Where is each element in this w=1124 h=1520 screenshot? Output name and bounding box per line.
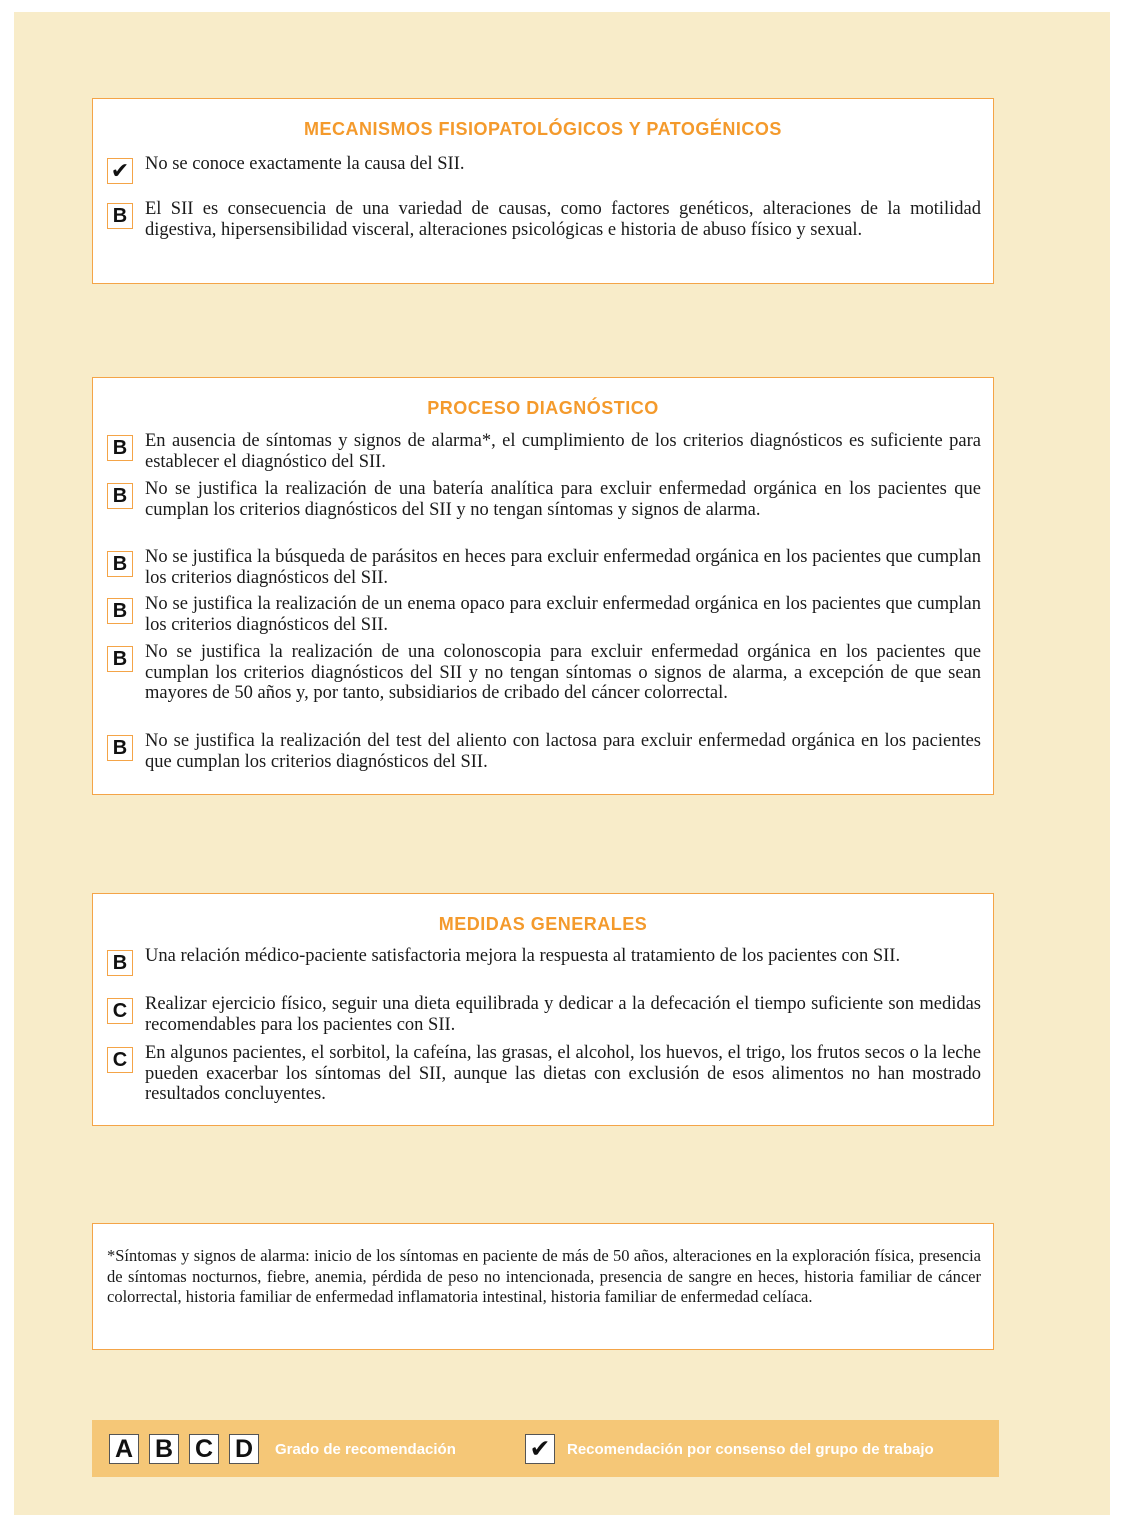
section-title: PROCESO DIAGNÓSTICO [427, 398, 659, 418]
recommendation-item [107, 479, 981, 520]
section-mecanismos [92, 98, 994, 284]
recommendation-text: Una relación médico-paciente satisfactoria mejora la respuesta al tratamiento de los pacientes con SII. [145, 946, 901, 966]
consensus-check-icon: ✔ [107, 158, 133, 184]
recommendation-text: En ausencia de síntomas y signos de alarma*, el cumplimiento de los criterios diagnósticos es suficiente para establecer el diagnóstico del SII. [145, 431, 981, 472]
recommendation-text: No se justifica la realización de una colonoscopia para excluir enfermedad orgánica en los pacientes que cumplan los criterios diagnósticos del SII y no tengan síntomas o signos de alarma, a excepción de que sean mayores de 50 años y, por tanto, subsidiarios de cribado del cáncer colorrectal. [145, 642, 981, 703]
consensus-label: Recomendación por consenso del grupo de trabajo [567, 1441, 934, 1458]
grade-d-badge: D [229, 1434, 259, 1464]
recommendation-item [107, 642, 981, 704]
grade-badge: B [107, 551, 133, 577]
recommendation-item [107, 154, 981, 184]
recommendation-text: No se justifica la realización de una batería analítica para excluir enfermedad orgánica en los pacientes que cumplan los criterios diagnósticos del SII y no tengan síntomas y signos de alarma. [145, 479, 981, 520]
grade-badge: B [107, 203, 133, 229]
recommendation-text: Realizar ejercicio físico, seguir una dieta equilibrada y dedicar a la defecación el tiempo suficiente son medidas recomendables para los pacientes con SII. [145, 994, 981, 1035]
grade-a-badge: A [109, 1434, 139, 1464]
grade-badge: B [107, 483, 133, 509]
grade-badge: B [107, 598, 133, 624]
recommendation-item [107, 547, 981, 588]
legend-bar [92, 1420, 999, 1477]
recommendation-text: No se justifica la realización del test del aliento con lactosa para excluir enfermedad orgánica en los pacientes que cumplan los criterios diagnósticos del SII. [145, 731, 981, 772]
consensus-check-icon: ✔ [525, 1434, 555, 1464]
grade-badge: B [107, 646, 133, 672]
recommendation-item [107, 1043, 981, 1105]
recommendation-text: El SII es consecuencia de una variedad de causas, como factores genéticos, alteraciones de la motilidad digestiva, hipersensibilidad visceral, alteraciones psicológicas e historia de abuso físico y sexual. [145, 199, 981, 240]
grades-label: Grado de recomendación [275, 1441, 456, 1458]
recommendation-item [107, 199, 981, 240]
recommendation-text: No se justifica la realización de un enema opaco para excluir enfermedad orgánica en los pacientes que cumplan los criterios diagnósticos del SII. [145, 594, 981, 635]
recommendation-text: No se justifica la búsqueda de parásitos en heces para excluir enfermedad orgánica en los pacientes que cumplan los criterios diagnósticos del SII. [145, 547, 981, 588]
footnote-box [92, 1223, 994, 1350]
section-title: MEDIDAS GENERALES [438, 914, 648, 934]
grade-badge: C [107, 998, 133, 1024]
recommendation-item [107, 946, 981, 976]
recommendation-item [107, 731, 981, 772]
recommendation-text: No se conoce exactamente la causa del SII. [145, 154, 465, 174]
section-medidas-generales [92, 893, 994, 1126]
grade-badge: B [107, 735, 133, 761]
grade-b-badge: B [149, 1434, 179, 1464]
recommendation-item [107, 594, 981, 635]
recommendation-item [107, 431, 981, 472]
section-title: MECANISMOS FISIOPATOLÓGICOS Y PATOGÉNICOS [304, 119, 782, 139]
grade-badge: C [107, 1047, 133, 1073]
recommendation-item [107, 994, 981, 1035]
grade-badge: B [107, 950, 133, 976]
section-proceso-diagnostico [92, 377, 994, 795]
grade-badge: B [107, 435, 133, 461]
recommendation-text: En algunos pacientes, el sorbitol, la cafeína, las grasas, el alcohol, los huevos, el trigo, los frutos secos o la leche pueden exacerbar los síntomas del SII, aunque las dietas con exclusión de esos alimentos no han mostrado resultados concluyentes. [145, 1043, 981, 1104]
footnote-text: *Síntomas y signos de alarma: inicio de los síntomas en paciente de más de 50 años, alteraciones en la exploración física, presencia de síntomas nocturnos, fiebre, anemia, pérdida de peso no intencionada, presencia de sangre en heces, historia familiar de cáncer colorrectal, historia familiar de enfermedad inflamatoria intestinal, historia familiar de enfermedad celíaca. [107, 1246, 981, 1306]
grade-c-badge: C [189, 1434, 219, 1464]
